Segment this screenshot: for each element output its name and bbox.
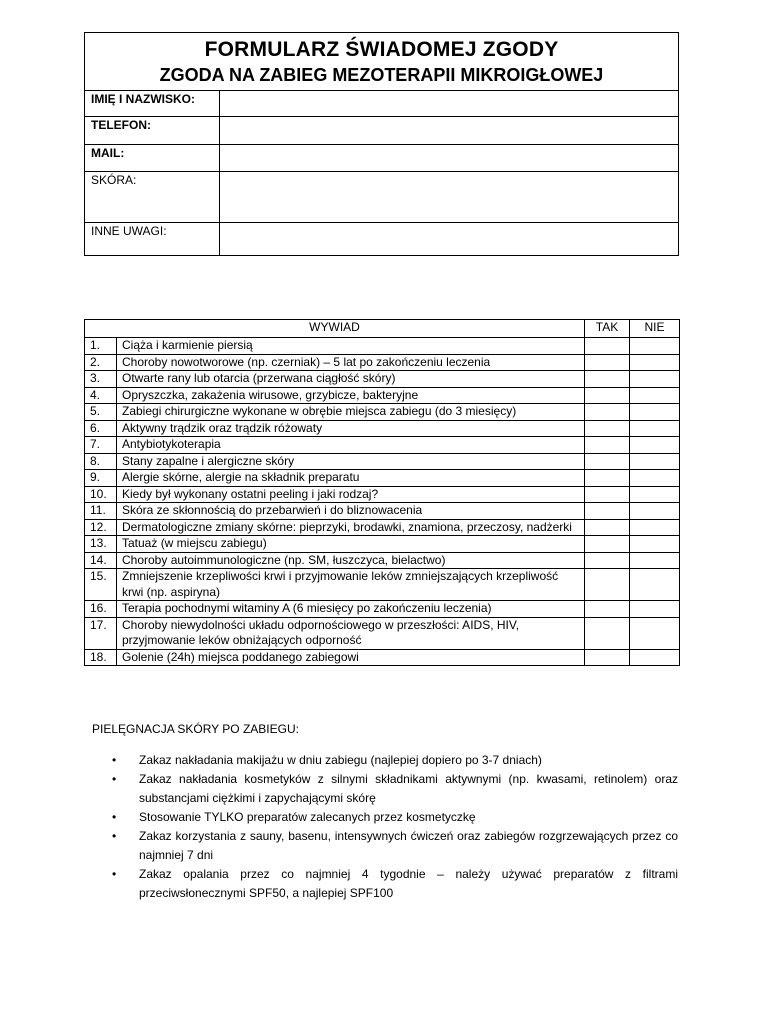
interview-row [85, 437, 680, 454]
row-question: Zabiegi chirurgiczne wykonane w obrębie miejsca zabiegu (do 3 miesięcy) [117, 404, 585, 421]
interview-row [85, 470, 680, 487]
row-number: 4. [85, 387, 117, 404]
row-number: 1. [85, 338, 117, 355]
row-yes-cell[interactable] [585, 387, 630, 404]
care-title: PIELĘGNACJA SKÓRY PO ZABIEGU: [92, 722, 299, 736]
row-no-cell[interactable] [630, 354, 680, 371]
row-question: Kiedy był wykonany ostatni peeling i jaki rodzaj? [117, 486, 585, 503]
row-question: Golenie (24h) miejsca poddanego zabiegowi [117, 649, 585, 666]
notes-label: INNE UWAGI: [85, 223, 220, 256]
notes-field[interactable] [220, 223, 679, 256]
care-item [108, 751, 678, 770]
mail-field[interactable] [220, 145, 679, 172]
row-no-cell[interactable] [630, 470, 680, 487]
form-subtitle: ZGODA NA ZABIEG MEZOTERAPII MIKROIGŁOWEJ [159, 65, 604, 85]
row-yes-cell[interactable] [585, 569, 630, 601]
row-no-cell[interactable] [630, 649, 680, 666]
row-no-cell[interactable] [630, 601, 680, 618]
care-item-text: Zakaz nakładania makijażu w dniu zabiegu (najlepiej dopiero po 3-7 dniach) [139, 753, 542, 767]
row-yes-cell[interactable] [585, 519, 630, 536]
row-number: 13. [85, 536, 117, 553]
row-yes-cell[interactable] [585, 437, 630, 454]
interview-row [85, 649, 680, 666]
skin-field[interactable] [220, 172, 679, 223]
phone-label: TELEFON: [85, 117, 220, 145]
row-yes-cell[interactable] [585, 404, 630, 421]
care-item [108, 865, 678, 903]
row-no-cell[interactable] [630, 617, 680, 649]
care-item-text: Zakaz nakładania kosmetyków z silnymi składnikami aktywnymi (np. kwasami, retinolem) oraz substancjami ciężkimi i zapychającymi skórę [139, 772, 678, 805]
row-no-cell[interactable] [630, 338, 680, 355]
bullet-icon: • [112, 810, 117, 824]
interview-row [85, 617, 680, 649]
row-question: Ciąża i karmienie piersią [117, 338, 585, 355]
care-item [108, 808, 678, 827]
row-question: Otwarte rany lub otarcia (przerwana ciągłość skóry) [117, 371, 585, 388]
row-question: Antybiotykoterapia [117, 437, 585, 454]
care-item-text: Stosowanie TYLKO preparatów zalecanych przez kosmetyczkę [139, 810, 476, 824]
row-question: Opryszczka, zakażenia wirusowe, grzybicze, bakteryjne [117, 387, 585, 404]
interview-table [84, 319, 680, 666]
row-yes-cell[interactable] [585, 486, 630, 503]
no-header: NIE [630, 320, 680, 338]
interview-row [85, 536, 680, 553]
form-header [85, 33, 679, 91]
row-number: 16. [85, 601, 117, 618]
interview-row [85, 338, 680, 355]
row-no-cell[interactable] [630, 552, 680, 569]
row-yes-cell[interactable] [585, 601, 630, 618]
interview-row [85, 486, 680, 503]
interview-row [85, 420, 680, 437]
phone-field[interactable] [220, 117, 679, 145]
name-field[interactable] [220, 91, 679, 117]
care-item [108, 770, 678, 808]
row-no-cell[interactable] [630, 387, 680, 404]
row-yes-cell[interactable] [585, 371, 630, 388]
row-no-cell[interactable] [630, 371, 680, 388]
row-yes-cell[interactable] [585, 354, 630, 371]
care-list [108, 751, 678, 903]
row-yes-cell[interactable] [585, 420, 630, 437]
row-yes-cell[interactable] [585, 536, 630, 553]
bullet-icon: • [112, 753, 117, 767]
mail-label: MAIL: [85, 145, 220, 172]
interview-row [85, 519, 680, 536]
row-no-cell[interactable] [630, 437, 680, 454]
row-no-cell[interactable] [630, 503, 680, 520]
name-label: IMIĘ I NAZWISKO: [85, 91, 220, 117]
interview-row [85, 552, 680, 569]
row-number: 18. [85, 649, 117, 666]
row-question: Tatuaż (w miejscu zabiegu) [117, 536, 585, 553]
row-yes-cell[interactable] [585, 453, 630, 470]
row-question: Zmniejszenie krzepliwości krwi i przyjmowanie leków zmniejszających krzepliwość krwi (np. aspiryna) [117, 569, 585, 601]
consent-info-table [84, 32, 679, 256]
row-number: 10. [85, 486, 117, 503]
row-number: 3. [85, 371, 117, 388]
row-number: 15. [85, 569, 117, 601]
row-question: Terapia pochodnymi witaminy A (6 miesięcy po zakończeniu leczenia) [117, 601, 585, 618]
row-question: Aktywny trądzik oraz trądzik różowaty [117, 420, 585, 437]
row-number: 7. [85, 437, 117, 454]
row-no-cell[interactable] [630, 486, 680, 503]
interview-row [85, 453, 680, 470]
row-no-cell[interactable] [630, 420, 680, 437]
row-number: 2. [85, 354, 117, 371]
row-no-cell[interactable] [630, 404, 680, 421]
interview-row [85, 404, 680, 421]
care-item-text: Zakaz opalania przez co najmniej 4 tygodnie – należy używać preparatów z filtrami przeciwsłonecznymi SPF50, a najlepiej SPF100 [139, 867, 678, 900]
row-yes-cell[interactable] [585, 470, 630, 487]
row-question: Choroby nowotworowe (np. czerniak) – 5 lat po zakończeniu leczenia [117, 354, 585, 371]
row-yes-cell[interactable] [585, 503, 630, 520]
row-no-cell[interactable] [630, 569, 680, 601]
row-number: 9. [85, 470, 117, 487]
interview-row [85, 601, 680, 618]
interview-header: WYWIAD [85, 320, 585, 338]
row-yes-cell[interactable] [585, 617, 630, 649]
interview-row [85, 387, 680, 404]
interview-row [85, 569, 680, 601]
bullet-icon: • [112, 772, 117, 786]
row-yes-cell[interactable] [585, 649, 630, 666]
row-no-cell[interactable] [630, 519, 680, 536]
bullet-icon: • [112, 829, 117, 843]
row-question: Choroby autoimmunologiczne (np. SM, łuszczyca, bielactwo) [117, 552, 585, 569]
interview-row [85, 503, 680, 520]
bullet-icon: • [112, 867, 117, 881]
row-number: 6. [85, 420, 117, 437]
row-question: Stany zapalne i alergiczne skóry [117, 453, 585, 470]
interview-row [85, 354, 680, 371]
form-title: FORMULARZ ŚWIADOMEJ ZGODY [204, 38, 559, 61]
row-question: Dermatologiczne zmiany skórne: pieprzyki, brodawki, znamiona, przeczosy, nadżerki [117, 519, 585, 536]
row-question: Choroby niewydolności układu odpornościowego w przeszłości: AIDS, HIV, przyjmowanie leków obniżających odporność [117, 617, 585, 649]
care-item-text: Zakaz korzystania z sauny, basenu, intensywnych ćwiczeń oraz zabiegów rozgrzewających przez co najmniej 7 dni [139, 829, 678, 862]
row-number: 8. [85, 453, 117, 470]
skin-label: SKÓRA: [85, 172, 220, 223]
row-number: 5. [85, 404, 117, 421]
care-item [108, 827, 678, 865]
row-number: 17. [85, 617, 117, 649]
row-yes-cell[interactable] [585, 338, 630, 355]
row-question: Skóra ze skłonnością do przebarwień i do bliznowacenia [117, 503, 585, 520]
row-yes-cell[interactable] [585, 552, 630, 569]
row-question: Alergie skórne, alergie na składnik preparatu [117, 470, 585, 487]
yes-header: TAK [585, 320, 630, 338]
row-number: 14. [85, 552, 117, 569]
row-number: 12. [85, 519, 117, 536]
row-number: 11. [85, 503, 117, 520]
row-no-cell[interactable] [630, 536, 680, 553]
row-no-cell[interactable] [630, 453, 680, 470]
interview-row [85, 371, 680, 388]
